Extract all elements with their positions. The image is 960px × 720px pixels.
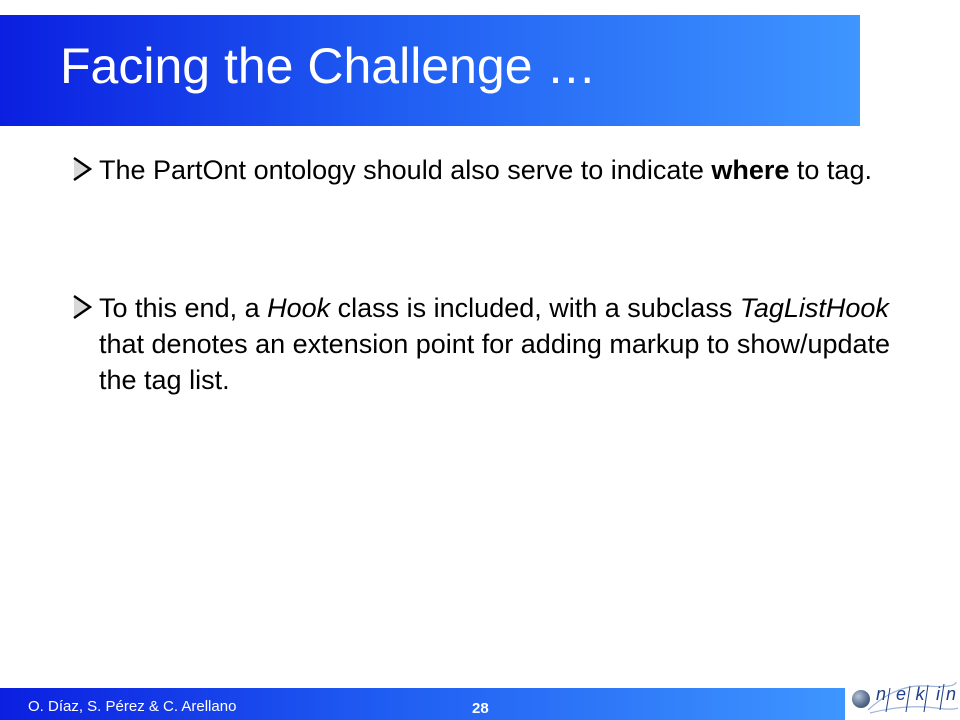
logo-letter: i — [936, 684, 940, 704]
slide-title: Facing the Challenge … — [60, 38, 597, 94]
bullet-text — [99, 152, 899, 188]
logo-sphere-icon — [852, 690, 870, 708]
bullet-italic-term: TagListHook — [739, 293, 889, 323]
page-number: 28 — [472, 700, 489, 717]
bullet-text-part: To this end, a — [99, 293, 268, 323]
logo-letter: n — [945, 684, 956, 704]
bullet-emphasis: where — [711, 155, 790, 185]
bullet-text — [99, 290, 899, 398]
logo-letter: e — [895, 684, 906, 704]
onekin-logo — [850, 676, 960, 720]
arrowhead-bullet-icon — [72, 156, 92, 182]
bullet-text-part: to tag. — [789, 155, 872, 185]
arrowhead-bullet-icon — [72, 294, 92, 320]
logo-letter: n — [875, 684, 886, 704]
bullet-text-part: class is included, with a subclass — [330, 293, 740, 323]
bullet-text-part: The PartOnt ontology should also serve to indicate — [99, 155, 712, 185]
bullet-text-part: that denotes an extension point for adding markup to show/update the tag list. — [99, 329, 891, 395]
footer-authors: O. Díaz, S. Pérez & C. Arellano — [28, 698, 237, 715]
title-band — [0, 15, 860, 126]
bullet-italic-term: Hook — [267, 293, 331, 323]
logo-letter: k — [915, 684, 925, 704]
